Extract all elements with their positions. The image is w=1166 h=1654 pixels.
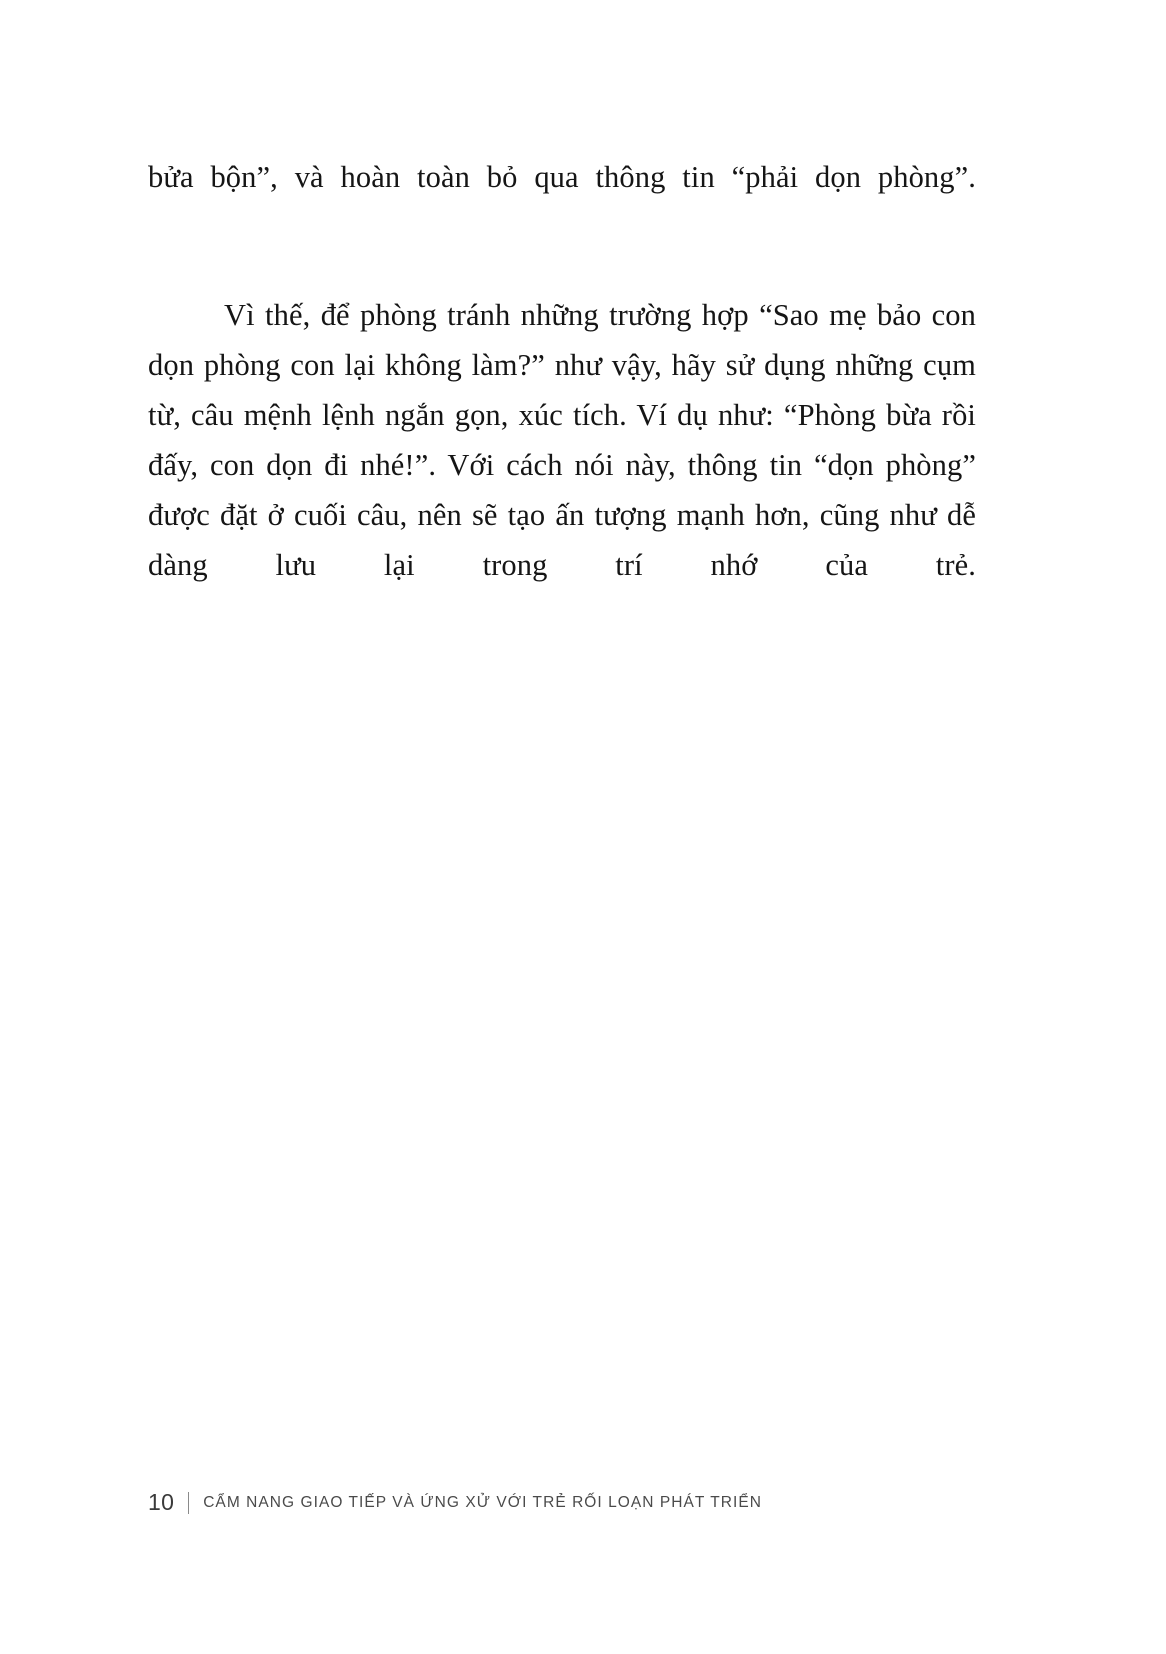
page-number: 10 xyxy=(148,1489,175,1515)
page-footer xyxy=(148,1489,762,1516)
page-text-block xyxy=(148,152,976,640)
footer-divider xyxy=(188,1492,189,1514)
paragraph-main: Vì thế, để phòng tránh những trường hợp “Sao mẹ bảo con dọn phòng con lại không làm?” như vậy, hãy sử dụng những cụm từ, câu mệnh lệnh ngắn gọn, xúc tích. Ví dụ như: “Phòng bừa rồi đấy, con dọn đi nhé!”. Với cách nói này, thông tin “dọn phòng” được đặt ở cuối câu, nên sẽ tạo ấn tượng mạnh hơn, cũng như dễ dàng lưu lại trong trí nhớ của trẻ. xyxy=(148,298,976,582)
footer-book-title: CẨM NANG GIAO TIẾP VÀ ỨNG XỬ VỚI TRẺ RỐI LOẠN PHÁT TRIỂN xyxy=(203,1493,762,1511)
paragraph-continuation: bửa bộn”, và hoàn toàn bỏ qua thông tin “phải dọn phòng”. xyxy=(148,160,976,194)
